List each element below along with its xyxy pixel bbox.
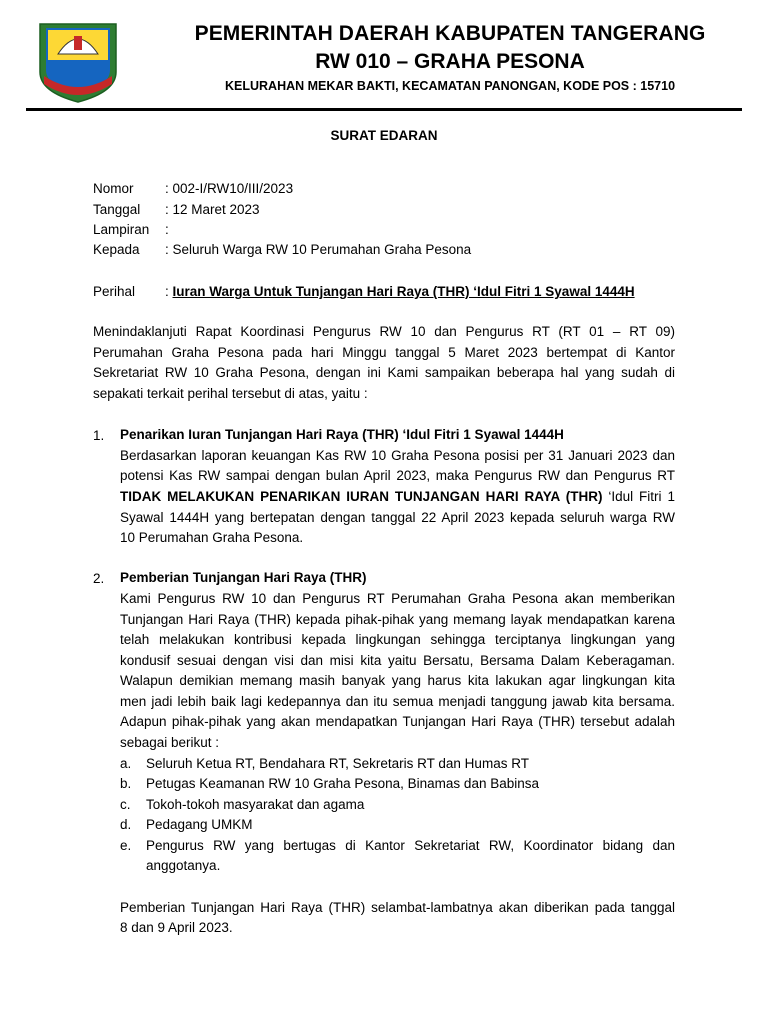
intro-line: Perumahan Graha Pesona pada hari Minggu tanggal 5 Maret 2023 bertempat di Kantor <box>93 345 675 360</box>
list-letter: b. <box>120 776 132 791</box>
meta-kepada <box>93 242 471 257</box>
section-number: 2. <box>93 571 105 586</box>
intro-line: Menindaklanjuti Rapat Koordinasi Pengurus RW 10 dan Pengurus RT (RT 01 – RT 09) <box>93 324 675 339</box>
section-heading: Penarikan Iuran Tunjangan Hari Raya (THR) ‘Idul Fitri 1 Syawal 1444H <box>120 427 564 442</box>
section-heading: Pemberian Tunjangan Hari Raya (THR) <box>120 570 367 585</box>
meta-label: Kepada <box>93 242 140 257</box>
subject-text: Iuran Warga Untuk Tunjangan Hari Raya (THR) ‘Idul Fitri 1 Syawal 1444H <box>172 284 635 299</box>
section-line: 10 Perumahan Graha Pesona. <box>120 530 304 545</box>
list-letter: d. <box>120 817 132 832</box>
list-item-continuation: anggotanya. <box>146 858 221 873</box>
list-item: Petugas Keamanan RW 10 Graha Pesona, Binamas dan Babinsa <box>146 776 539 791</box>
header-address: KELURAHAN MEKAR BAKTI, KECAMATAN PANONGAN, KODE POS : 15710 <box>224 79 676 93</box>
document-title: SURAT EDARAN <box>330 128 438 143</box>
list-letter: c. <box>120 797 131 812</box>
emphasis-text: TIDAK MELAKUKAN PENARIKAN IURAN TUNJANGAN HARI RAYA (THR) <box>120 489 603 504</box>
list-letter: a. <box>120 756 132 771</box>
meta-lampiran <box>93 222 169 237</box>
list-letter: e. <box>120 838 132 853</box>
section-line: men jadi lebih baik lagi kedepannya dan itu semua menjadi tanggung jawab kita bersama. <box>120 694 675 709</box>
meta-label: Tanggal <box>93 202 141 217</box>
meta-value: : <box>165 222 169 237</box>
meta-label: Perihal <box>93 284 136 299</box>
section-line-rest: ‘Idul Fitri 1 <box>602 489 675 504</box>
meta-value: : 002-I/RW10/III/2023 <box>165 181 294 196</box>
meta-nomor <box>93 181 293 196</box>
section-line: Adapun pihak-pihak yang akan mendapatkan Tunjangan Hari Raya (THR) tersebut adalah <box>120 714 675 729</box>
meta-perihal <box>93 284 635 299</box>
closing-line: 8 dan 9 April 2023. <box>120 920 233 935</box>
header-divider <box>26 108 742 111</box>
list-item: Seluruh Ketua RT, Bendahara RT, Sekretaris RT dan Humas RT <box>146 756 529 771</box>
list-item: Pedagang UMKM <box>146 817 253 832</box>
regency-crest-logo <box>36 14 120 104</box>
intro-line: sepakati terkait perihal tersebut di atas, yaitu : <box>93 386 368 401</box>
section-line: telah melakukan kontribusi kepada lingkungan sehingga terciptanya lingkungan yang <box>120 632 675 647</box>
section-line: sebagai berikut : <box>120 735 220 750</box>
section-line <box>120 487 675 508</box>
meta-value: : 12 Maret 2023 <box>165 202 260 217</box>
list-item: Tokoh-tokoh masyarakat dan agama <box>146 797 365 812</box>
intro-line: Sekretariat RW 10 Graha Pesona, dengan ini Kami sampaikan beberapa hal yang sudah di <box>93 365 675 380</box>
section-line: kondusif sesuai dengan visi dan misi kita yaitu Bersatu, Bersama Dalam Keberagaman. <box>120 653 675 668</box>
section-number: 1. <box>93 428 105 443</box>
header-regency-title: PEMERINTAH DAERAH KABUPATEN TANGERANG <box>194 22 706 45</box>
meta-value: : Seluruh Warga RW 10 Perumahan Graha Pesona <box>165 242 472 257</box>
meta-label: Nomor <box>93 181 134 196</box>
section-line: Walapun demikian memang masih banyak yang harus kita lakukan agar lingkungan kita <box>120 673 675 688</box>
meta-label: Lampiran <box>93 222 150 237</box>
section-line: Tunjangan Hari Raya (THR) kepada pihak-pihak yang memang layak mendapatkan karena <box>120 612 675 627</box>
section-line: Syawal 1444H yang bertepatan dengan tanggal 22 April 2023 kepada seluruh warga RW <box>120 510 675 525</box>
header-rw-title: RW 010 – GRAHA PESONA <box>315 50 585 73</box>
meta-value: : <box>165 284 173 299</box>
list-item: Pengurus RW yang bertugas di Kantor Sekretariat RW, Koordinator bidang dan <box>146 838 675 853</box>
closing-line: Pemberian Tunjangan Hari Raya (THR) selambat-lambatnya akan diberikan pada tanggal <box>120 900 675 915</box>
section-line: Berdasarkan laporan keuangan Kas RW 10 Graha Pesona posisi per 31 Januari 2023 dan <box>120 448 675 463</box>
section-line: potensi Kas RW sampai dengan bulan April 2023, maka Pengurus RW dan Pengurus RT <box>120 468 675 483</box>
section-line: Kami Pengurus RW 10 dan Pengurus RT Perumahan Graha Pesona akan memberikan <box>120 591 675 606</box>
meta-tanggal <box>93 202 260 217</box>
